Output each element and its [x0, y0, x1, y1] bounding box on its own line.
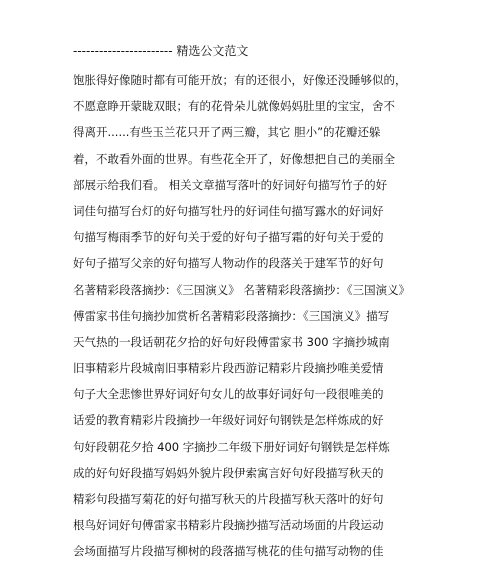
text-line: 精彩句段描写菊花的好句描写秋天的片段描写秋天落叶的好句 — [73, 492, 384, 506]
text-line: 会场面描写片段描写柳树的段落描写桃花的佳句描写动物的佳 — [73, 544, 384, 559]
text-line: 得离开......有些玉兰花只开了两三瓣，其它 胆小”的花瓣还躲 — [73, 125, 381, 140]
text-line: 傅雷家书佳句摘抄加赏析名著精彩段落摘抄：《三国演义》描写 — [73, 308, 390, 323]
body-text — [73, 67, 493, 565]
text-line: 旧事精彩片段城南旧事精彩片段西游记精彩片段摘抄唯美爱情 — [73, 361, 384, 376]
text-line: 话爱的教育精彩片段摘抄一年级好词好句钢铁是怎样炼成的好 — [73, 413, 384, 428]
text-line: 着，不敢看外面的世界。有些花全开了，好像想把自己的美丽全 — [73, 151, 395, 166]
text-line: 好句子描写父亲的好句描写人物动作的段落关于建军节的好句 — [73, 256, 384, 271]
document-header: ----------------------- 精选公文范文 — [73, 44, 249, 58]
text-line: 句好段朝花夕拾 400 字摘抄二年级下册好词好句钢铁是怎样炼 — [73, 439, 390, 454]
text-line: 名著精彩段落摘抄：《三国演义》 名著精彩段落摘抄：《三国演义》 — [73, 282, 411, 297]
text-line: 饱胀得好像随时都有可能开放；有的还很小，好像还没睡够似的， — [73, 73, 407, 87]
text-line: 词佳句描写台灯的好句描写牡丹的好词佳句描写露水的好词好 — [73, 203, 384, 218]
text-line: 部展示给我们看。 相关文章描写落叶的好词好句描写竹子的好 — [73, 177, 388, 192]
text-line: 根鸟好词好句傅雷家书精彩片段摘抄描写活动场面的片段运动 — [73, 518, 384, 533]
text-line: 句子大全悲惨世界好词好句女儿的故事好词好句一段很唯美的 — [73, 387, 384, 402]
text-line: 不愿意睁开蒙眬双眼；有的花骨朵儿就像妈妈肚里的宝宝，舍不 — [73, 99, 395, 114]
text-line: 天气热的一段话朝花夕拾的好句好段傅雷家书 300 字摘抄城南 — [73, 334, 390, 349]
text-line: 成的好句好段描写妈妈外貌片段伊索寓言好句好段描写秋天的 — [73, 465, 384, 480]
text-line: 句描写梅雨季节的好句关于爱的好句子描写霜的好句关于爱的 — [73, 230, 384, 245]
